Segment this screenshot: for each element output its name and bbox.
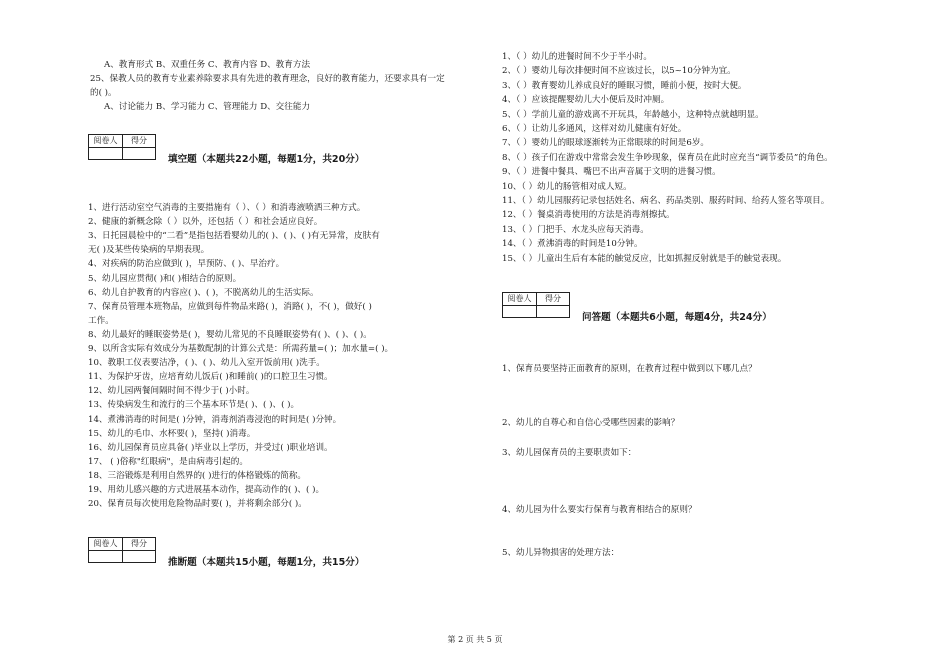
judge-question: 7、（ ）婴幼儿的眼球逐渐转为正常眼球的时间是6岁。 bbox=[502, 138, 710, 149]
fill-question: 11、为保护牙齿，应培育幼儿饭后( )和睡前( )的口腔卫生习惯。 bbox=[88, 372, 333, 383]
page-footer: 第 2 页 共 5 页 bbox=[447, 635, 503, 644]
left-column bbox=[0, 0, 480, 640]
qa-question: 2、幼儿的自尊心和自信心受哪些因素的影响？ bbox=[502, 418, 680, 428]
judge-question: 11、（ ）幼儿园服药记录包括姓名、病名、药品类别、服药时间、给药人签名等项目。 bbox=[502, 196, 830, 206]
fill-question: 无( )及某些传染病的早期表现。 bbox=[88, 245, 210, 256]
reviewer-label: 阅卷人 bbox=[89, 135, 123, 148]
fill-question: 1、进行活动室空气消毒的主要措施有（ ）、（ ）和消毒液喷洒三种方式。 bbox=[88, 203, 366, 213]
fill-question: 工作。 bbox=[88, 315, 114, 326]
judge-question: 2、（ ）婴幼儿每次排便时间不应该过长，以5~10分钟为宜。 bbox=[502, 66, 736, 77]
qa-question: 1、保育员要坚持正面教育的原则，在教育过程中做到以下哪几点？ bbox=[502, 364, 757, 374]
fill-question: 19、用幼儿感兴趣的方式进展基本动作，提高动作的( )、( )。 bbox=[88, 485, 325, 495]
qa-question: 5、幼儿异物损害的处理方法： bbox=[502, 548, 620, 558]
fill-question: 3、日托园晨检中的“二看”是指包括看婴幼儿的( )、( )、( )有无异常，皮肤有 bbox=[88, 231, 380, 242]
fill-question: 4、对疾病的防治应做到( )，早预防、( )、早治疗。 bbox=[88, 259, 285, 270]
fill-question: 13、传染病发生和流行的三个基本环节是( )、( )、( )。 bbox=[88, 400, 300, 411]
fill-question: 20、保育员每次使用危险物品时要( )，并将剩余部分( )。 bbox=[88, 499, 307, 510]
fill-question: 8、幼儿最好的睡眠姿势是( )，婴幼儿常见的不良睡眠姿势有( )、( )、( )。 bbox=[88, 329, 372, 340]
judge-question: 10、（ ）幼儿的肠管相对成人短。 bbox=[502, 181, 632, 192]
judge-question: 15、（ ）儿童出生后有本能的触觉反应，比如抓握反射就是手的触觉表现。 bbox=[502, 253, 787, 264]
score-label: 得分 bbox=[537, 293, 569, 306]
fill-question: 16、幼儿园保育员应具备( )毕业以上学历，并受过( )职业培训。 bbox=[88, 442, 333, 453]
fill-question: 17、 ( )俗称"红眼病"，是由病毒引起的。 bbox=[88, 456, 248, 467]
judge-section-heading: 推断题（本题共15小题，每题1分，共15分） bbox=[168, 557, 365, 568]
score-box-judge bbox=[88, 537, 156, 563]
fill-question: 9、以所含实际有效成分为基数配制的计算公式是：所需药量=( )；加水量=( )。 bbox=[88, 344, 394, 354]
judge-question: 14、（ ）煮沸消毒的时间是10分钟。 bbox=[502, 239, 643, 250]
fill-question: 14、煮沸消毒的时间是( )分钟，消毒剂消毒浸泡的时间是( )分钟。 bbox=[88, 414, 342, 425]
right-column bbox=[480, 0, 950, 640]
judge-question: 5、（ ）学前儿童的游戏离不开玩具，年龄越小，这种特点就越明显。 bbox=[502, 109, 764, 120]
q25-stem-line1: 25、保教人员的教育专业素养除要求具有先进的教育理念，良好的教育能力，还要求具有一定 bbox=[90, 74, 445, 84]
q25-options: A、讨论能力 B、学习能力 C、管理能力 D、交往能力 bbox=[104, 102, 311, 112]
score-box-qa bbox=[502, 292, 570, 318]
fill-section-heading: 填空题（本题共22小题，每题1分，共20分） bbox=[168, 154, 365, 165]
judge-question: 6、（ ）让幼儿多通风，这样对幼儿健康有好处。 bbox=[502, 124, 687, 134]
fill-question: 18、三浴锻炼是利用自然界的( )进行的体格锻炼的简称。 bbox=[88, 470, 307, 481]
fill-question: 12、幼儿园两餐间隔时间不得少于( )小时。 bbox=[88, 386, 255, 397]
reviewer-label: 阅卷人 bbox=[503, 293, 537, 306]
judge-question: 4、（ ）应该提醒婴幼儿大小便后及时冲厕。 bbox=[502, 95, 670, 106]
fill-question: 10、教职工仪表要洁净，( )、( )、幼儿入室开饭前用( )洗手。 bbox=[88, 358, 325, 369]
judge-question: 3、（ ）教育婴幼儿养成良好的睡眠习惯，睡前小便，按时大便。 bbox=[502, 80, 747, 91]
reviewer-label: 阅卷人 bbox=[89, 538, 123, 551]
q24-options: A、教育形式 B、双重任务 C、教育内容 D、教育方法 bbox=[104, 60, 311, 70]
qa-section-heading: 问答题（本题共6小题，每题4分，共24分） bbox=[582, 312, 772, 323]
fill-question: 2、健康的新概念除（ ）以外，还包括（ ）和社会适应良好。 bbox=[88, 217, 323, 228]
judge-question: 13、（ ）门把手、水龙头应每天消毒。 bbox=[502, 224, 649, 235]
fill-question: 7、保育员管理本班物品，应做到每件物品来路( )，消路( )，不( )，做好( ) bbox=[88, 301, 372, 312]
qa-question: 4、幼儿园为什么要实行保育与教育相结合的原则？ bbox=[502, 505, 697, 515]
qa-question: 3、幼儿园保育员的主要职责如下： bbox=[502, 448, 637, 458]
score-label: 得分 bbox=[123, 135, 155, 148]
score-box-fill bbox=[88, 134, 156, 160]
judge-question: 1、（ ）幼儿的进餐时间不少于半小时。 bbox=[502, 52, 652, 62]
fill-question: 6、幼儿自护教育的内容应( )、( )，不脱离幼儿的生活实际。 bbox=[88, 287, 319, 298]
judge-question: 9、（ ）进餐中餐具、嘴巴不出声音属于文明的进餐习惯。 bbox=[502, 167, 721, 178]
judge-question: 8、（ ）孩子们在游戏中常常会发生争吵现象，保育员在此时应充当“调节委员”的角色。 bbox=[502, 152, 833, 163]
fill-question: 15、幼儿的毛巾、水杯要( )，坚持( )消毒。 bbox=[88, 428, 256, 439]
fill-question: 5、幼儿园应贯彻( )和( )相结合的原则。 bbox=[88, 273, 242, 284]
judge-question: 12、（ ）餐桌消毒使用的方法是消毒剂擦拭。 bbox=[502, 210, 675, 221]
q25-stem-line2: 的( )。 bbox=[90, 88, 117, 98]
score-label: 得分 bbox=[123, 538, 155, 551]
